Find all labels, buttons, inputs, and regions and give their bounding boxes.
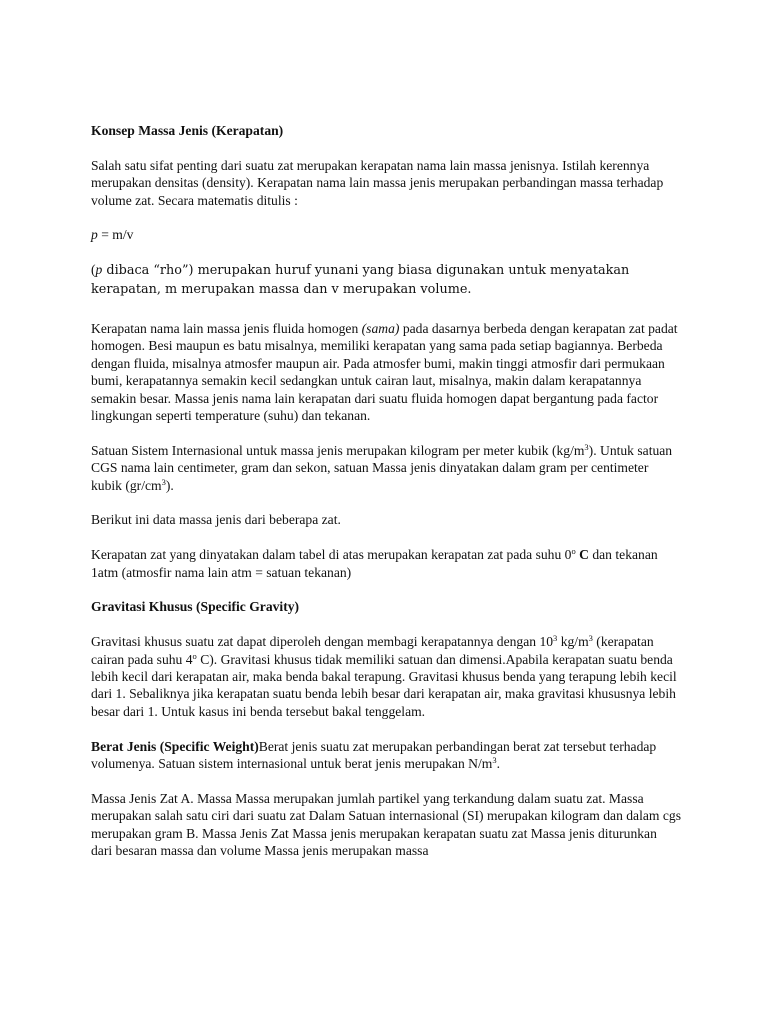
- sg-sup-2: 3: [588, 633, 593, 644]
- document-page: [91, 122, 681, 877]
- section-title-specific-gravity: Gravitasi Khusus (Specific Gravity): [91, 599, 300, 615]
- section-title-massa-jenis: Konsep Massa Jenis (Kerapatan): [91, 123, 284, 138]
- si-sup-1: 3: [584, 441, 589, 452]
- paragraph-si-units: [91, 442, 681, 494]
- si-text-b: ). Untuk satuan CGS nama lain centimeter, gram dan sekon, satuan Massa jenis dinyatakan dalam gram per centimeter kubik (gr/cm: [91, 442, 673, 493]
- formula-rest: = m/v: [97, 227, 134, 243]
- fluid-text-a: Kerapatan nama lain massa jenis fluida homogen: [91, 321, 362, 337]
- sg-text-a: Gravitasi khusus suatu zat dapat diperoleh dengan membagi kerapatannya dengan 10: [91, 634, 554, 650]
- paragraph-specific-gravity: [91, 633, 681, 720]
- note-bold: C: [575, 547, 589, 563]
- sw-text-a: Berat jenis suatu zat merupakan perbandingan berat zat tersebut terhadap volumenya. Satuan sistem internasional untuk berat jenis merupakan N/m: [91, 738, 657, 772]
- fluid-text-b: pada dasarnya berbeda dengan kerapatan zat padat homogen. Besi maupun es batu misalnya, memiliki kerapatan yang sama pada setiap bagiannya. Berbeda dengan fluida, misalnya atmosfer maupun air. Pada atmosfer bumi, makin tinggi atmosfir dari permukaan bumi, kerapatannya semakin kecil sedangkan untuk cairan laut, misalnya, makin dalam kerapatannya semakin besar. Massa jenis nama lain kerapatan dari suatu fluida homogen dapat bergantung pada factor lingkungan seperti temperature (suhu) dan tekanan.: [91, 321, 678, 424]
- sg-sup-1: 3: [553, 633, 558, 644]
- si-text-a: Satuan Sistem Internasional untuk massa jenis merupakan kilogram per meter kubik (kg/m: [91, 442, 585, 458]
- paragraph-rho-definition: (p dibaca “rho”) merupakan huruf yunani yang biasa digunakan untuk menyatakan kerapatan, m merupakan massa dan v merupakan volume.: [91, 262, 630, 297]
- formula-rho-symbol: p: [91, 227, 98, 243]
- fluid-italic: (sama): [361, 321, 400, 337]
- si-sup-2: 3: [161, 476, 166, 487]
- sg-text-b: kg/m: [557, 634, 589, 650]
- rho-symbol: p: [95, 262, 103, 278]
- sw-text-b: .: [496, 756, 500, 772]
- sg-sup-3: o: [192, 650, 197, 661]
- sw-sup: 3: [492, 755, 497, 766]
- formula-density: [91, 226, 681, 243]
- paragraph-table-note: [91, 546, 681, 581]
- note-text-a: Kerapatan zat yang dinyatakan dalam tabel di atas merupakan kerapatan zat pada suhu 0: [91, 547, 572, 563]
- sg-text-c: (kerapatan cairan pada suhu 4: [91, 634, 654, 667]
- rho-definition-text: dibaca “rho”) merupakan huruf yunani yang biasa digunakan untuk menyatakan kerapatan, m merupakan massa dan v merupakan volume.: [91, 263, 630, 297]
- paragraph-table-intro: Berikut ini data massa jenis dari beberapa zat.: [91, 512, 341, 528]
- paragraph-fluid-homogen: [91, 320, 681, 424]
- section-title-specific-weight: Berat Jenis (Specific Weight): [91, 738, 259, 754]
- sg-text-d: C). Gravitasi khusus tidak memiliki satuan dan dimensi.Apabila kerapatan suatu benda lebih kecil dari kerapatan air, maka benda bakal terapung. Gravitasi khusus benda yang terapung lebih kecil dari 1. Sebaliknya jika kerapatan suatu benda lebih besar dari kerapatan air, maka gravitasi khususnya lebih besar dari 1. Untuk kasus ini benda tersebut bakal tenggelam.: [91, 651, 677, 719]
- paragraph-specific-weight: [91, 738, 681, 773]
- si-text-c: ).: [165, 477, 174, 493]
- note-text-b: dan tekanan 1atm (atmosfir nama lain atm = satuan tekanan): [91, 547, 658, 580]
- note-sup: o: [571, 546, 576, 557]
- paragraph-massa-jenis-zat: Massa Jenis Zat A. Massa Massa merupakan jumlah partikel yang terkandung dalam suatu zat. Massa merupakan salah satu ciri dari suatu zat Dalam Satuan internasional (SI) merupakan kilogram dan dalam cgs merupakan gram B. Massa Jenis Zat Massa jenis merupakan kerapatan suatu zat Massa jenis diturunkan dari besaran massa dan volume Massa jenis merupakan massa: [91, 790, 681, 859]
- paragraph-intro: Salah satu sifat penting dari suatu zat merupakan kerapatan nama lain massa jenisnya. Istilah kerennya merupakan densitas (density). Kerapatan nama lain massa jenis merupakan perbandingan massa terhadap volume zat. Secara matematis ditulis :: [91, 157, 664, 208]
